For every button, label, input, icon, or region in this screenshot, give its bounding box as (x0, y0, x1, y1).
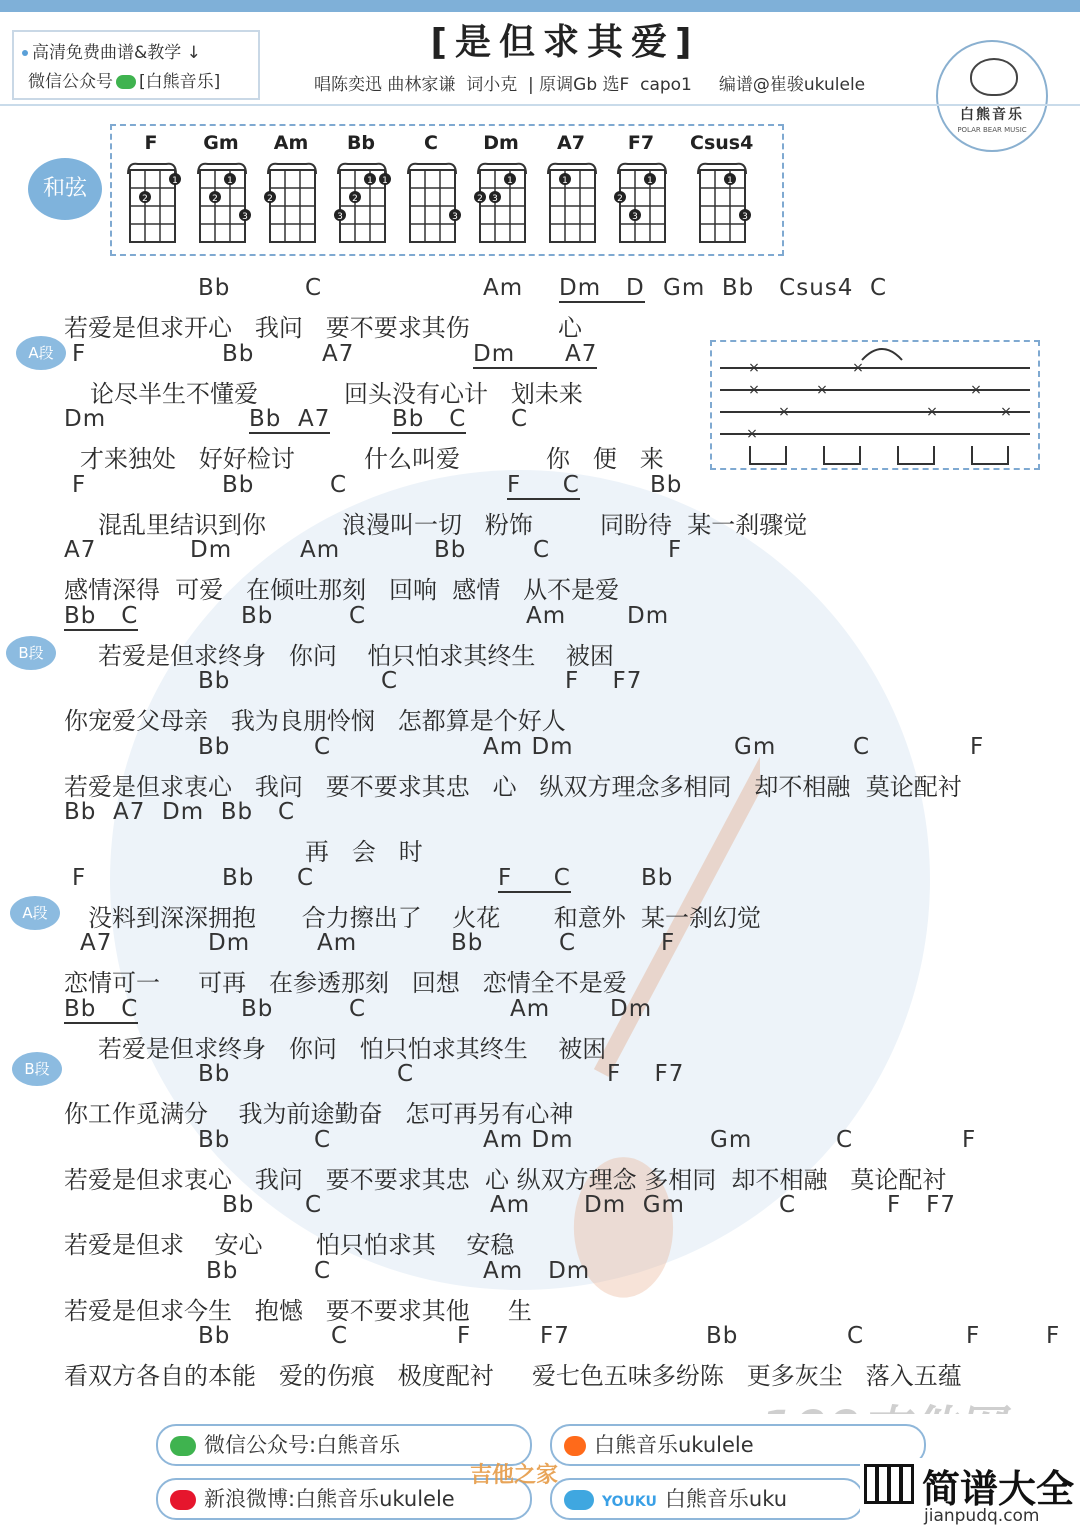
promo-account: [白熊音乐] (139, 72, 221, 92)
svg-text:1: 1 (382, 176, 388, 186)
chord-symbol: F (457, 1323, 472, 1349)
section-b-label: B段 (6, 636, 56, 670)
chord-name: Gm (203, 132, 239, 154)
chord-symbol: C (349, 602, 367, 629)
chord-symbol: Bb C (64, 602, 139, 629)
svg-text:×: × (748, 360, 760, 376)
chord-symbol: C (331, 1323, 349, 1349)
chord-symbol: Bb (198, 733, 231, 760)
chord-diagram (470, 132, 532, 246)
chord-symbol: C (297, 864, 315, 891)
chord-symbol: C (381, 668, 399, 694)
wechat-icon (116, 75, 136, 89)
chord-symbol: F F7 (887, 1192, 957, 1218)
chord-name: F (144, 132, 158, 154)
chord-symbol: Bb (222, 1192, 255, 1218)
chord-symbol: Bb (198, 1126, 231, 1153)
lyric-text: 没料到深深拥抱 合力擦出了 火花 和意外 某一刹幻觉 (88, 903, 761, 932)
chord-symbol: Am (300, 537, 341, 563)
svg-text:×: × (852, 360, 864, 376)
chord-name: Dm (483, 132, 519, 154)
chord-symbol: Am Dm (483, 733, 574, 760)
chord-symbol: Bb C (64, 995, 139, 1022)
svg-text:2: 2 (212, 194, 218, 204)
svg-text:1: 1 (562, 176, 568, 186)
chord-symbol: Dm D (559, 275, 645, 301)
chord-symbol: Am (317, 930, 358, 956)
chord-symbol: Bb (641, 864, 674, 891)
svg-text:1: 1 (507, 176, 513, 186)
chord-symbol: C (305, 1192, 323, 1218)
chord-chart-box (110, 124, 784, 256)
chord-name: Am (273, 132, 309, 154)
chord-symbol: A7 (322, 340, 355, 367)
logo-name: 白熊音乐 (960, 107, 1024, 123)
svg-text:3: 3 (337, 212, 343, 222)
lyric-text: 若爱是但求衷心 我问 要不要求其忠 心 纵双方理念多相同 却不相融 莫论配衬 (64, 772, 962, 801)
song-title: [是但求其爱] (430, 22, 700, 63)
chord-symbol: C (314, 733, 332, 760)
chord-symbol: Am (483, 275, 524, 301)
chord-symbol: Bb (222, 864, 255, 891)
fretboard-grid (692, 160, 752, 246)
chord-symbol: Bb (198, 668, 231, 694)
chord-symbol: F (661, 930, 676, 956)
svg-text:×: × (778, 404, 790, 420)
footer-weibo-text: 新浪微博:白熊音乐ukulele (204, 1487, 455, 1511)
lyric-text: 同盼待 某一刹骤觉 (600, 510, 808, 539)
strum-pattern-graphic (712, 342, 1038, 468)
chord-symbol: Dm Gm (584, 1192, 685, 1218)
promo-line-1: 高清免费曲谱&教学 ↓ (32, 43, 201, 63)
chord-symbol: Bb (222, 340, 255, 367)
lyric-text: 回头没有心计 划未来 (344, 379, 583, 408)
svg-text:3: 3 (492, 194, 498, 204)
footer-taobao-text: 白熊音乐ukulele (594, 1433, 754, 1457)
chord-symbol: C (847, 1323, 865, 1349)
chord-symbol: F C (498, 864, 571, 891)
lyric-text: 恋情可一 可再 在参透那刻 回想 恋情全不是爱 (64, 969, 627, 997)
chord-symbol: Dm (208, 930, 251, 956)
svg-text:3: 3 (452, 212, 458, 222)
chord-symbol: C (511, 406, 529, 432)
top-bar (0, 0, 1080, 12)
chord-symbol: Dm (627, 602, 670, 629)
lyric-text: 若爱是但求终身 你问 怕只怕求其终生 被困 (98, 641, 614, 670)
chord-symbol: C (330, 471, 348, 498)
chord-symbol: Bb (222, 471, 255, 498)
chord-symbol: C (314, 1126, 332, 1153)
fretboard-grid (612, 160, 672, 246)
chord-diagram (260, 132, 322, 246)
lyric-text: 你宠爱父母亲 我为良朋怜悯 怎都算是个好人 (64, 707, 566, 735)
chord-symbol: Bb (241, 602, 274, 629)
chord-symbol: Bb C (392, 406, 467, 432)
divider (0, 104, 1080, 106)
chord-symbol: C (779, 1192, 797, 1218)
chord-symbol: Dm (610, 995, 653, 1022)
svg-text:×: × (970, 382, 982, 398)
svg-text:1: 1 (647, 176, 653, 186)
lyric-text: 若爱是但求衷心 我问 要不要求其忠 心 纵双方理念 多相同 却不相融 莫论配衬 (64, 1165, 947, 1194)
section-a-label: A段 (16, 336, 66, 370)
chord-symbol: A7 (64, 537, 97, 563)
section-a-label-2: A段 (10, 896, 60, 930)
svg-text:×: × (816, 382, 828, 398)
chord-symbol: Gm (710, 1126, 753, 1153)
jianpudq-url: jianpudq.com (924, 1506, 1040, 1526)
chord-symbol: Am (510, 995, 551, 1022)
chord-symbol: F C (507, 471, 580, 498)
svg-text:×: × (1000, 404, 1012, 420)
lyric-text: 混乱里结识到你 (98, 510, 266, 539)
footer-video-text: 白熊音乐uku (664, 1487, 788, 1511)
svg-text:3: 3 (632, 212, 638, 222)
chord-symbol: C (836, 1126, 854, 1153)
song-credits: 唱陈奕迅 曲林家谦 词小克 | 原调Gb 选F capo1 编谱@崔骏ukulele (314, 75, 866, 95)
lyric-text: 心 (558, 314, 582, 342)
section-b-label-2: B段 (12, 1052, 62, 1086)
fretboard-grid (332, 160, 392, 246)
svg-text:2: 2 (477, 194, 483, 204)
chord-symbol: F (966, 1323, 981, 1349)
chord-diagram (400, 132, 462, 246)
chord-symbol: F (1046, 1323, 1061, 1349)
chord-symbol: Bb (198, 275, 231, 301)
svg-text:1: 1 (727, 176, 733, 186)
lyric-text: 若爱是但求开心 我问 要不要求其伤 (64, 314, 470, 342)
chord-symbol: Bb (451, 930, 484, 956)
chord-label: 和弦 (28, 158, 102, 220)
chord-symbol: Gm (734, 733, 777, 760)
svg-text:×: × (926, 404, 938, 420)
fretboard-grid (262, 160, 322, 246)
chord-symbol: Bb (241, 995, 274, 1022)
chord-symbol: F (72, 864, 87, 891)
chord-symbol: Bb (434, 537, 467, 563)
chord-name: Bb (346, 132, 376, 154)
lyric-text: 若爱是但求终身 你问 怕只怕求其终生 被困 (98, 1034, 607, 1063)
chord-symbol: Dm (190, 537, 233, 563)
footer-wechat-text: 微信公众号:白熊音乐 (204, 1433, 401, 1457)
chord-symbol: C (314, 1257, 332, 1284)
svg-text:2: 2 (617, 194, 623, 204)
chord-diagram (690, 132, 752, 246)
chord-symbol: F (970, 733, 985, 760)
lyric-text: 你工作觅满分 我为前途勤奋 怎可再另有心神 (64, 1100, 574, 1128)
chord-name: A7 (557, 132, 585, 154)
footer-video[interactable] (550, 1478, 864, 1520)
chord-symbol: Gm Bb Csus4 C (663, 275, 888, 301)
fretboard-grid (542, 160, 602, 246)
chord-diagram (330, 132, 392, 246)
chord-symbol: Am (526, 602, 567, 629)
chord-symbol: Bb (206, 1257, 239, 1284)
svg-text:2: 2 (142, 194, 148, 204)
chord-symbol: Bb (198, 1061, 231, 1087)
chord-symbol: Bb (706, 1323, 739, 1349)
logo-subtitle: POLAR BEAR MUSIC (957, 126, 1027, 134)
chord-symbol: F (72, 340, 87, 367)
chord-symbol: F (72, 471, 87, 498)
chord-symbol: Bb A7 (249, 406, 331, 432)
svg-text:2: 2 (352, 194, 358, 204)
bilibili-icon (564, 1490, 594, 1510)
lyric-text: 再 会 时 (305, 838, 423, 866)
svg-text:3: 3 (742, 212, 748, 222)
brand-logo (936, 40, 1048, 152)
svg-text:1: 1 (172, 176, 178, 186)
lyric-text: 浪漫叫一切 粉饰 (342, 510, 533, 539)
chord-name: Csus4 (690, 132, 754, 154)
chord-symbol: C (559, 930, 577, 956)
chord-symbol: C (305, 275, 323, 301)
chord-symbol: F (962, 1126, 977, 1153)
polar-bear-icon (970, 58, 1018, 96)
watermark-jitazhijia: 吉他之家 (470, 1463, 559, 1488)
chord-symbol: F7 (540, 1323, 570, 1349)
svg-text:3: 3 (242, 212, 248, 222)
chord-symbol: Bb (650, 471, 683, 498)
chord-symbol: Am Dm (483, 1126, 574, 1153)
lyric-text: 什么叫爱 (364, 445, 460, 473)
youku-brand: YOUKU (602, 1494, 657, 1510)
chord-symbol: Bb A7 Dm Bb C (64, 799, 296, 825)
lyric-text: 你 便 来 (546, 445, 664, 473)
weibo-icon (170, 1490, 196, 1510)
chord-symbol: C (853, 733, 871, 760)
chord-name: F7 (627, 132, 655, 154)
lyric-text: 若爱是但求 安心 怕只怕求其 安稳 (64, 1231, 515, 1259)
chord-symbol: F F7 (607, 1061, 685, 1087)
svg-text:×: × (746, 426, 758, 442)
jianpudq-title: 简谱大全 (922, 1467, 1075, 1511)
fretboard-grid (472, 160, 532, 246)
piano-icon (864, 1464, 914, 1504)
chord-symbol: Dm (64, 406, 107, 432)
chord-diagram (120, 132, 182, 246)
chord-diagram (190, 132, 252, 246)
fretboard-grid (192, 160, 252, 246)
chord-symbol: A7 (80, 930, 113, 956)
chord-diagram (540, 132, 602, 246)
chord-symbol: F F7 (565, 668, 643, 694)
svg-text:2: 2 (267, 194, 273, 204)
chord-name: C (424, 132, 438, 154)
chord-symbol: C (533, 537, 551, 563)
lyric-text: 若爱是但求今生 抱憾 要不要求其他 生 (64, 1296, 532, 1325)
lyric-text: 看双方各自的本能 爱的伤痕 极度配衬 爱七色五味多纷陈 更多灰尘 落入五蕴 (64, 1362, 962, 1390)
lyric-text: 论尽半生不懂爱 (90, 379, 258, 408)
chord-symbol: F (668, 537, 683, 563)
fretboard-grid (402, 160, 462, 246)
promo-line-2: 微信公众号 (28, 72, 113, 92)
jianpudq-watermark (860, 1458, 1080, 1528)
svg-text:×: × (748, 382, 760, 398)
wechat-icon (170, 1436, 196, 1456)
chord-symbol: Dm A7 (473, 340, 598, 367)
chord-symbol: C (397, 1061, 415, 1087)
lyric-text: 才来独处 好好检讨 (80, 445, 295, 473)
fretboard-grid (122, 160, 182, 246)
strum-pattern (710, 340, 1040, 470)
lyric-text: 感情深得 可爱 在倾吐那刻 回响 感情 从不是爱 (64, 576, 620, 604)
chord-symbol: Bb (198, 1323, 231, 1349)
svg-text:1: 1 (367, 176, 373, 186)
chord-symbol: Am Dm (483, 1257, 591, 1284)
taobao-icon (564, 1436, 586, 1456)
chord-symbol: C (349, 995, 367, 1022)
chord-symbol: Am (490, 1192, 531, 1218)
chord-diagram (610, 132, 672, 246)
svg-text:1: 1 (227, 176, 233, 186)
